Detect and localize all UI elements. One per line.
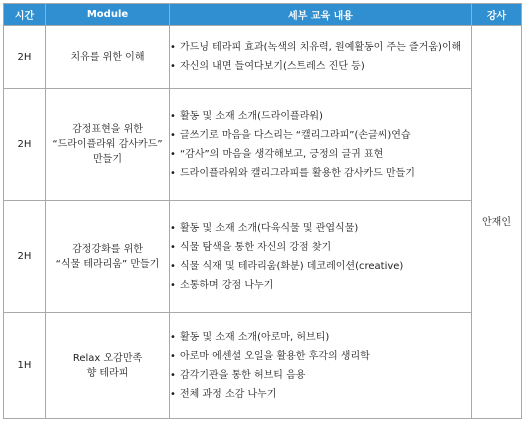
detail-item: • 드라이플라워와 캘리그라피를 활용한 감사카드 만들기 [170,164,471,183]
module-line: “드라이플라워 감사카드” [52,139,163,150]
curriculum-frame [3,3,521,423]
detail-item: • 활동 및 소재 소개(드라이플라워) [170,107,471,126]
module-line: Relax 오감만족 [72,352,143,364]
header-detail: 세부 교육 내용 [170,4,472,26]
row-time: 2H [4,201,46,313]
module-line: 향 테라피 [86,367,129,379]
instructor-name: 안재인 [472,26,522,419]
module-line: 치유를 위한 이해 [70,51,145,63]
detail-item: • 가드닝 테라피 효과(녹색의 치유력, 원예활동이 주는 즐거움)이해 [170,38,471,57]
row-time: 1H [4,313,46,419]
row-module [46,201,170,313]
detail-item: • 글쓰기로 마음을 다스리는 “캘리그라피”(손글씨)연습 [170,126,471,145]
module-line: 만들기 [93,154,122,165]
module-line: “식물 테라리움” 만들기 [55,258,160,270]
detail-item: • 감각기관을 통한 허브티 음용 [170,366,471,385]
row-details [170,201,472,313]
row-time: 2H [4,89,46,201]
row-module [46,89,170,201]
header-row [4,4,522,26]
detail-item: • 소통하며 강점 나누기 [170,276,471,295]
row-module [46,313,170,419]
detail-item: • 식물 탐색을 통한 자신의 강점 찾기 [170,238,471,257]
row-module [46,26,170,89]
table-row [4,89,522,201]
detail-item: • 활동 및 소재 소개(아로마, 허브티) [170,328,471,347]
detail-item: • 자신의 내면 들여다보기(스트레스 진단 등) [170,57,471,76]
row-details [170,26,472,89]
header-time: 시간 [4,4,46,26]
detail-item: • 활동 및 소재 소개(다육식물 및 관엽식물) [170,219,471,238]
row-time: 2H [4,26,46,89]
detail-item: • 전체 과정 소감 나누기 [170,385,471,404]
detail-item: • 아로마 에센셜 오일을 활용한 후각의 생리학 [170,347,471,366]
table-row [4,201,522,313]
module-line: 감정강화를 위한 [72,243,143,255]
curriculum-table [3,3,522,419]
row-details [170,313,472,419]
detail-item: • 식물 식재 및 테라리움(화분) 데코레이션(creative) [170,257,471,276]
table-row [4,313,522,419]
module-line: 감정표현을 위한 [72,124,143,135]
header-module: Module [46,4,170,26]
header-instructor: 강사 [472,4,522,26]
detail-item: • “감사”의 마음을 생각해보고, 긍정의 글귀 표현 [170,145,471,164]
row-details [170,89,472,201]
table-row [4,26,522,89]
